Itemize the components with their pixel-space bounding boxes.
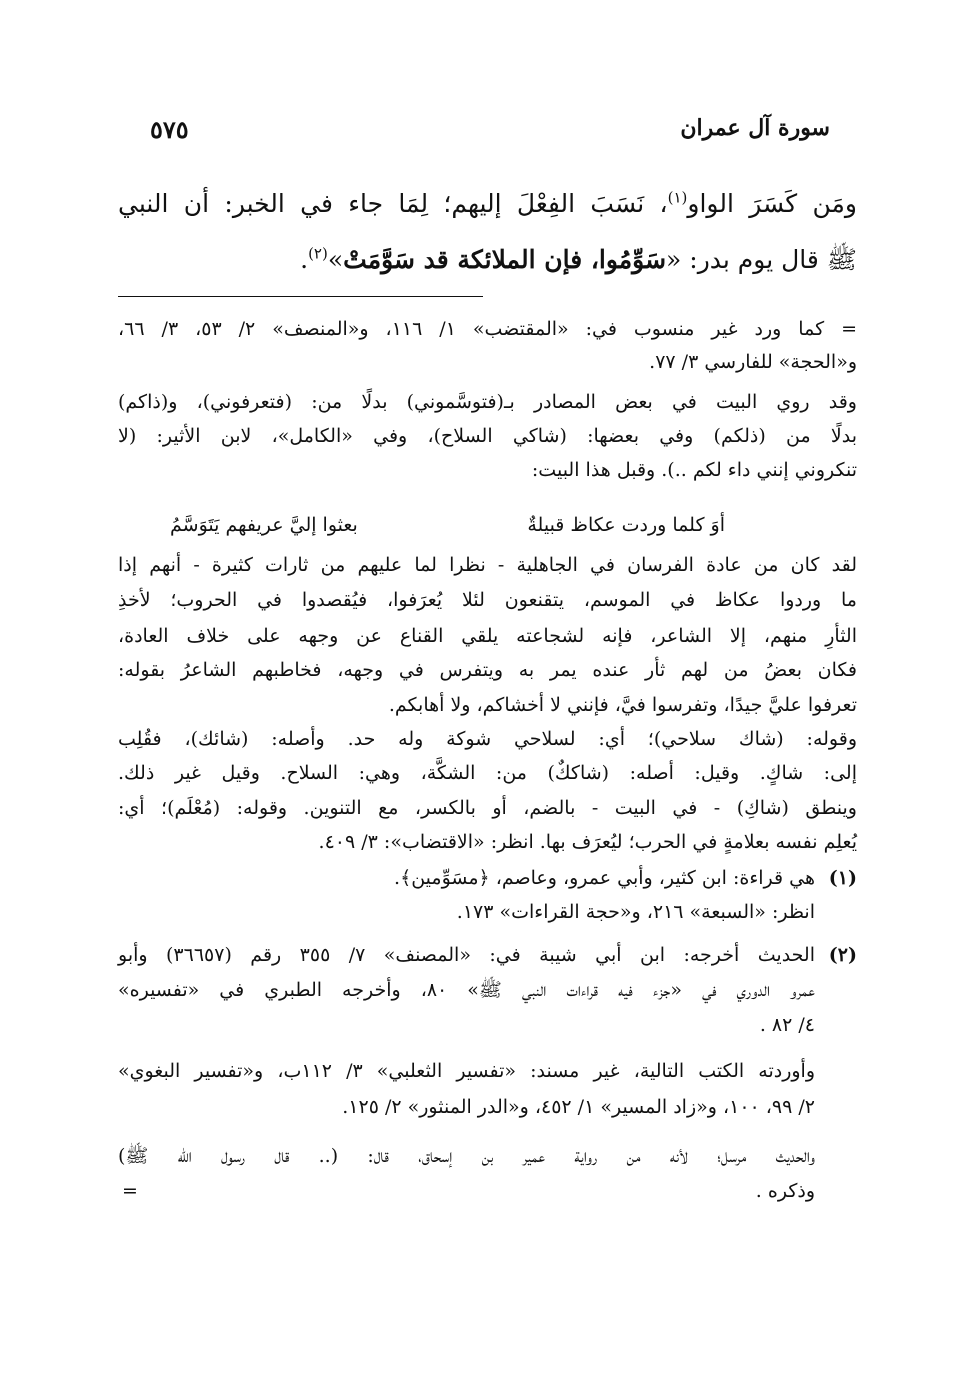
surah-title: سورة آل عمران <box>680 115 830 141</box>
footnote-line: ٤/ ٨٢ . <box>759 1014 815 1036</box>
footnote-line: يُعلِم نفسه بعلامةٍ في الحرب؛ ليُعرَف بها. انظر: «الاقتضاب»: ٣/ ٤٠٩. <box>318 831 857 853</box>
main-text-segment: . <box>300 245 309 274</box>
main-text-line-1 <box>118 186 857 222</box>
footnote-line: تنكروني إنني داء لكم ..). وقبل هذا البيت: <box>531 459 857 481</box>
footnote-number-1: (١) <box>828 867 857 889</box>
main-text-segment: ، نَسَبَ الفِعْلَ إليهم؛ لِمَا جاء في الخبر: أن النبي <box>118 189 668 218</box>
hadith-quote: سَوِّمُوا، فإن الملائكة قد سَوَّمَتْ <box>343 245 667 274</box>
footnote-line: وينطق (شاكِ) - في البيت - بالضم، أو بالكسر، مع التنوين. وقوله: (مُعْلَم)؛ أي: <box>118 797 857 819</box>
footnote-line: وأوردته الكتب التالية، غير مسند: «تفسير الثعلبي» ٣/ ١١٢ب، و«تفسير البغوي» <box>118 1060 815 1082</box>
footnote-line: انظر: «السبعة» ٢١٦، و«حجة القراءات» ١٧٣. <box>456 901 815 923</box>
footnote-line: تعرفوا عليَّ جيدًا، وتفرسوا فيَّ، فإنني لا أخشاكم، ولا أهابكم. <box>388 694 857 716</box>
footnote-number-2: (٢) <box>828 944 857 966</box>
footnote-ref-1: (١) <box>667 188 688 207</box>
verse-left-hemistich: بعثوا إليَّ عريفهم يَتَوَسَّمُ <box>170 514 358 536</box>
main-text-segment: ﷺ قال يوم بدر: « <box>666 245 857 274</box>
footnote-line: وذكره . <box>755 1180 815 1202</box>
footnote-ref-2: (٢) <box>308 244 328 263</box>
footnote-line: فكان بعضُ من لهم ثأر عنده يمر به ويتفرس في وجهه، فخاطبهم الشاعرُ بقوله: <box>118 659 857 681</box>
footnote-line: ٢/ ٩٩، ١٠٠، و«زاد المسير» ١/ ٤٥٢، و«الدر المنثور» ٢/ ١٢٥. <box>342 1096 815 1118</box>
footnote-line: ما وردوا عكاظ في الموسم، يتقنعون لئلا يُعرَفوا، فيُقصدوا في الحروب؛ لأخذِ <box>118 589 857 611</box>
footnote-divider <box>118 296 483 297</box>
footnote-line: هي قراءة: ابن كثير، وأبي عمرو، وعاصم، ﴿مسَوِّمين﴾. <box>394 867 815 889</box>
quote-close: » <box>327 245 344 274</box>
main-text-segment: ومَن كَسَرَ الواو <box>687 189 857 218</box>
continuation-mark: = <box>122 1180 138 1202</box>
footnote-line: = كما ورد غير منسوب في: «المقتضب» ١/ ١١٦، و«المنصف» ٢/ ٥٣، ٣/ ٦٦، <box>118 318 857 340</box>
footnote-line: بدلًا من (ذلكم) وفي بعضها: (شاكي السلاح)، وفي «الكامل»، لابن الأثير: (لا <box>118 425 857 447</box>
footnote-line: الثأرِ منهم، إلا الشاعر، فإنه لشجاعته يلقي القناع عن وجهه على خلاف العادة، <box>118 625 857 647</box>
footnote-line: وقد روي البيت في بعض المصادر بـ(فتوسَّموني) بدلًا من: (فتعرفوني)، و(ذاكم) <box>118 391 857 413</box>
footnote-line: والحديث مرسل؛ لأنه من رواية عمير بن إسحاق، قال: (.. قال رسول الله ﷺ) <box>118 1145 815 1167</box>
footnote-line: لقد كان من عادة الفرسان في الجاهلية - نظرا لما عليهم من ثارات كثيرة - أنهم إذا <box>118 554 857 576</box>
verse-right-hemistich: أوَ كلما وردت عكاظ قبيلةٌ <box>527 514 725 536</box>
footnote-line: إلى: شاكٍ. وقيل: أصله: (شاككٌ) من: الشكَّة، وهي: السلاح. وقيل غير ذلك. <box>118 762 857 784</box>
page-number: ٥٧٥ <box>150 115 189 144</box>
footnote-line: وقوله: (شاك سلاحي)؛ أي: لسلاحي شوكة وله حد. وأصله: (شائك)، فقُلِب <box>118 728 857 750</box>
footnote-line: و«الحجة» للفارسي ٣/ ٧٧. <box>649 351 857 373</box>
footnote-line: الحديث أخرجه: ابن أبي شيبة في: «المصنف» ٧/ ٣٥٥ رقم (٣٦٦٥٧) وأبو <box>118 944 816 966</box>
footnote-line: عمرو الدوري في «جزء فيه قراءات النبي ﷺ» ٨٠، وأخرجه الطبري في «تفسيره» <box>118 979 815 1001</box>
main-text-line-2 <box>118 242 857 278</box>
